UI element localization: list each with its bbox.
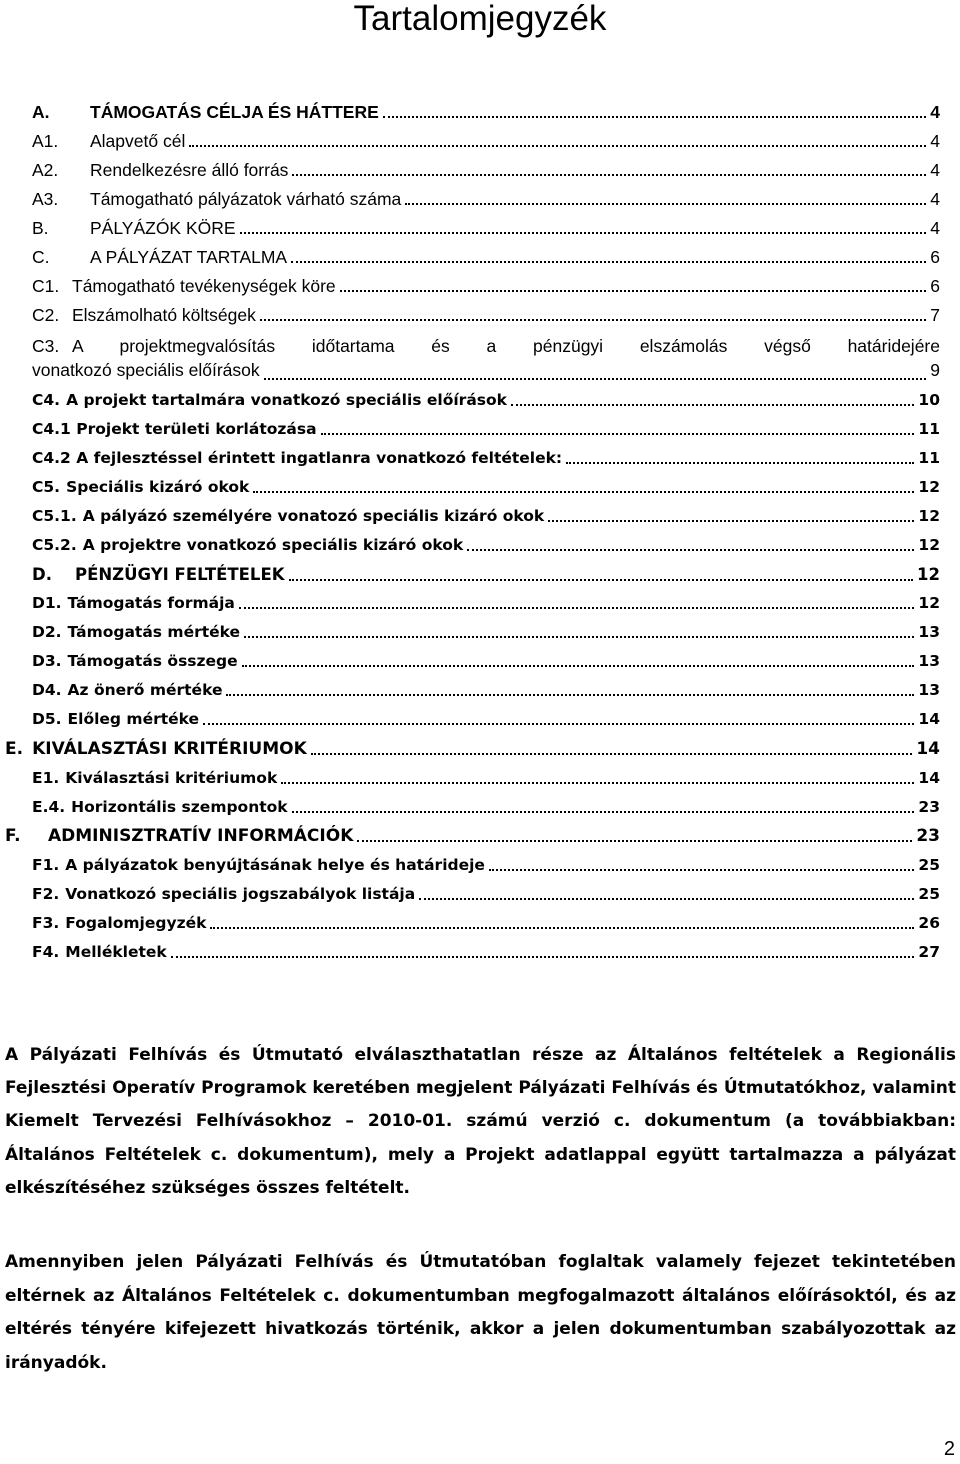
toc-number: F. xyxy=(5,826,21,846)
toc-entry-d3[interactable] xyxy=(32,648,940,672)
toc-number: A2. xyxy=(32,160,59,180)
toc-number: E1. xyxy=(32,769,60,787)
toc-entry-c4[interactable] xyxy=(32,387,940,411)
toc-page: 4 xyxy=(930,218,940,238)
toc-entry-c3[interactable] xyxy=(32,332,940,385)
toc-leader xyxy=(511,404,914,406)
toc-page: 11 xyxy=(918,420,940,438)
toc-label: C4.2 A fejlesztéssel érintett ingatlanra vonatkozó feltételek: xyxy=(32,449,563,467)
toc-entry-f[interactable] xyxy=(5,823,940,847)
toc-number: C5.2. xyxy=(32,536,77,554)
toc-label: Támogatható tevékenységek köre xyxy=(72,276,336,296)
toc-label: A pályázó személyére vonatozó speciális kizáró okok xyxy=(82,507,545,525)
toc-page: 14 xyxy=(918,769,940,787)
toc-leader xyxy=(292,811,915,813)
toc-page: 4 xyxy=(930,189,940,209)
toc-page: 13 xyxy=(918,652,940,670)
toc-leader xyxy=(264,378,927,380)
toc-entry-e[interactable] xyxy=(5,736,940,760)
toc-label: ADMINISZTRATÍV INFORMÁCIÓK xyxy=(48,826,354,846)
toc-leader xyxy=(291,261,926,263)
toc-label: A pályázatok benyújtásának helye és határideje xyxy=(65,856,485,874)
toc-number: C1. xyxy=(32,276,60,296)
toc-label: Vonatkozó speciális jogszabályok listája xyxy=(65,885,416,903)
toc-entry-a2[interactable] xyxy=(32,157,940,181)
toc-leader xyxy=(419,898,914,900)
toc-label: Az önerő mértéke xyxy=(67,681,223,699)
toc-entry-d5[interactable] xyxy=(32,706,940,730)
toc-label: Rendelkezésre álló forrás xyxy=(90,160,289,180)
toc-entry-c4-2[interactable] xyxy=(32,445,940,469)
toc-entry-e1[interactable] xyxy=(32,765,940,789)
toc-number: D5. xyxy=(32,710,62,728)
toc-leader xyxy=(383,116,927,118)
toc-entry-c5-2[interactable] xyxy=(32,532,940,556)
toc-page: 9 xyxy=(930,360,940,380)
toc-page: 12 xyxy=(918,536,940,554)
toc-page: 12 xyxy=(918,507,940,525)
toc-entry-c1[interactable] xyxy=(32,273,940,297)
toc-entry-c4-1[interactable] xyxy=(32,416,940,440)
toc-number: C3. xyxy=(32,336,60,356)
toc-page: 23 xyxy=(916,826,940,846)
toc-page: 4 xyxy=(930,131,940,151)
toc-entry-d2[interactable] xyxy=(32,619,940,643)
toc-leader xyxy=(340,290,927,292)
toc-entry-d[interactable] xyxy=(32,562,940,586)
toc-page: 14 xyxy=(916,739,940,759)
toc-label: Alapvető cél xyxy=(90,131,186,151)
toc-entry-f3[interactable] xyxy=(32,910,940,934)
toc-leader xyxy=(240,232,927,234)
toc-label: Kiválasztási kritériumok xyxy=(65,769,278,787)
toc-number: D. xyxy=(32,565,52,584)
intro-paragraph: A Pályázati Felhívás és Útmutató elválaszthatatlan része az Általános feltételek a Regionális Fejlesztési Operatív Programok keretében megjelent Pályázati Felhívás és Útmutatókhoz, valamint Kiemelt Tervezési Felhívásokhoz – 2010-01. számú verzió c. dokumentum (a továbbiakban: Általános Feltételek c. dokumentum), mely a Projekt adatlappal együtt tartalmazza a pályázat elkészítéséhez szükséges összes feltételt. xyxy=(5,1045,956,1198)
toc-label: TÁMOGATÁS CÉLJA ÉS HÁTTERE xyxy=(90,102,379,122)
toc-leader xyxy=(467,549,914,551)
toc-entry-f1[interactable] xyxy=(32,852,940,876)
toc-page: 12 xyxy=(918,478,940,496)
toc-leader xyxy=(203,723,914,725)
toc-entry-c2[interactable] xyxy=(32,302,940,326)
toc-leader xyxy=(189,145,926,147)
toc-leader xyxy=(289,579,914,581)
toc-leader xyxy=(292,174,926,176)
toc-entry-c[interactable] xyxy=(32,244,940,268)
toc-entry-f4[interactable] xyxy=(32,939,940,963)
toc-label: A projektre vonatkozó speciális kizáró okok xyxy=(82,536,464,554)
toc-leader xyxy=(566,462,914,464)
toc-page: 12 xyxy=(917,565,940,584)
toc-page: 6 xyxy=(930,247,940,267)
toc-leader xyxy=(281,782,914,784)
toc-number: C. xyxy=(32,247,50,267)
toc-number: F4. xyxy=(32,943,60,961)
toc-leader xyxy=(489,869,914,871)
toc-number: C4. xyxy=(32,391,61,409)
toc-page: 13 xyxy=(918,681,940,699)
toc-entry-a3[interactable] xyxy=(32,186,940,210)
toc-leader xyxy=(321,433,915,435)
toc-leader xyxy=(242,665,915,667)
toc-leader xyxy=(357,840,912,842)
toc-leader xyxy=(405,203,926,205)
toc-number: F3. xyxy=(32,914,60,932)
toc-number: F1. xyxy=(32,856,60,874)
toc-label: Horizontális szempontok xyxy=(71,798,288,816)
toc-page: 25 xyxy=(918,885,940,903)
toc-label: KIVÁLASZTÁSI KRITÉRIUMOK xyxy=(32,739,307,759)
toc-label: C4.1 Projekt területi korlátozása xyxy=(32,420,317,438)
toc-leader xyxy=(226,694,914,696)
toc-page: 14 xyxy=(918,710,940,728)
toc-page: 4 xyxy=(930,160,940,180)
toc-leader xyxy=(210,927,914,929)
toc-label: vonatkozó speciális előírások xyxy=(32,360,260,380)
toc-number: E.4. xyxy=(32,798,66,816)
toc-leader xyxy=(548,520,914,522)
toc-label: PÁLYÁZÓK KÖRE xyxy=(90,218,236,238)
toc-page: 11 xyxy=(918,449,940,467)
toc-number: C2. xyxy=(32,305,60,325)
toc-label: A projekt tartalmára vonatkozó speciális előírások xyxy=(66,391,507,409)
deviation-paragraph: Amennyiben jelen Pályázati Felhívás és Útmutatóban foglaltak valamely fejezet tekintetében eltérnek az Általános Feltételek c. dokumentumban megfogalmazott általános előírásoktól, és az eltérés tényére kifejezett hivatkozás történik, akkor a jelen dokumentumban szabályozottak az irányadók. xyxy=(5,1252,956,1373)
toc-entry-d4[interactable] xyxy=(32,677,940,701)
toc-label: Támogatás mértéke xyxy=(67,623,241,641)
toc-label: A projektmegvalósítás időtartama és a pénzügyi elszámolás végső határidejére xyxy=(72,336,940,356)
toc-number: D2. xyxy=(32,623,62,641)
toc-page: 25 xyxy=(918,856,940,874)
toc-page: 4 xyxy=(930,102,940,122)
toc-number: D4. xyxy=(32,681,62,699)
toc-page: 10 xyxy=(918,391,940,409)
page-title: Tartalomjegyzék xyxy=(353,0,607,38)
toc-entry-f2[interactable] xyxy=(32,881,940,905)
toc-page: 27 xyxy=(918,943,940,961)
toc-label: Elszámolható költségek xyxy=(72,305,256,325)
toc-number: D3. xyxy=(32,652,62,670)
toc-label: Előleg mértéke xyxy=(67,710,200,728)
toc-number: E. xyxy=(5,739,24,759)
toc-number: A3. xyxy=(32,189,59,209)
toc-number: A1. xyxy=(32,131,59,151)
toc-number: C5. xyxy=(32,478,61,496)
toc-entry-a1[interactable] xyxy=(32,128,940,152)
toc-page: 23 xyxy=(918,798,940,816)
toc-label: Mellékletek xyxy=(65,943,167,961)
toc-label: Speciális kizáró okok xyxy=(66,478,250,496)
page-number: 2 xyxy=(943,1438,955,1460)
toc-label: PÉNZÜGYI FELTÉTELEK xyxy=(75,565,285,584)
toc-leader xyxy=(171,956,915,958)
toc-label: A PÁLYÁZAT TARTALMA xyxy=(90,247,288,267)
toc-leader xyxy=(239,607,915,609)
toc-leader xyxy=(253,491,914,493)
toc-leader xyxy=(244,636,914,638)
toc-entry-a[interactable] xyxy=(32,99,940,123)
toc-page: 26 xyxy=(918,914,940,932)
toc-number: F2. xyxy=(32,885,60,903)
toc-label: Támogatás összege xyxy=(67,652,238,670)
toc-number: D1. xyxy=(32,594,62,612)
toc-leader xyxy=(311,753,913,755)
toc-entry-b[interactable] xyxy=(32,215,940,239)
toc-leader xyxy=(260,319,926,321)
toc-label: Támogatás formája xyxy=(67,594,235,612)
toc-page: 12 xyxy=(918,594,940,612)
toc-page: 6 xyxy=(930,276,940,296)
toc-entry-d1[interactable] xyxy=(32,590,940,614)
toc-number: B. xyxy=(32,218,49,238)
toc-page: 7 xyxy=(930,305,940,325)
toc-entry-c5-1[interactable] xyxy=(32,503,940,527)
toc-entry-c5[interactable] xyxy=(32,474,940,498)
toc-page: 13 xyxy=(918,623,940,641)
toc-number: C5.1. xyxy=(32,507,77,525)
toc-entry-e4[interactable] xyxy=(32,794,940,818)
toc-label: Fogalomjegyzék xyxy=(65,914,207,932)
toc-number: A. xyxy=(32,102,50,122)
toc-label: Támogatható pályázatok várható száma xyxy=(90,189,402,209)
